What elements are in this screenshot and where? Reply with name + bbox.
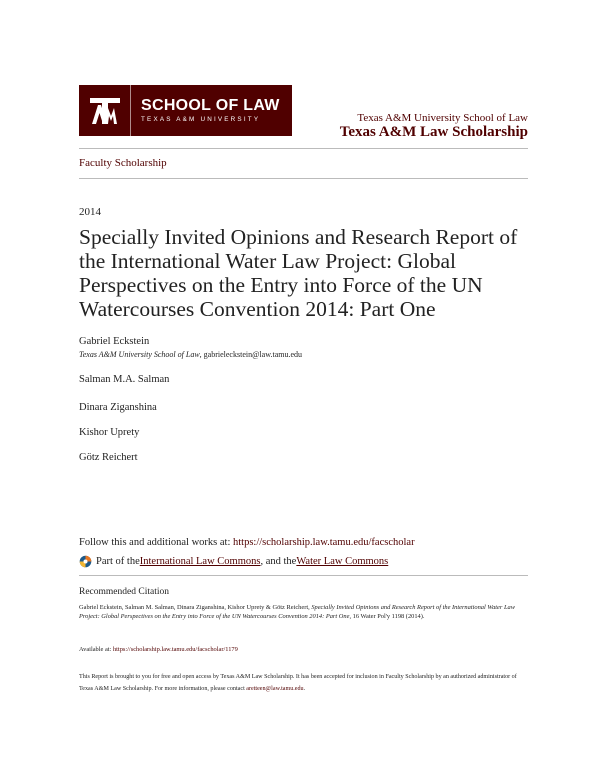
international-law-commons-link[interactable]: International Law Commons	[139, 556, 261, 567]
access-notice	[79, 671, 529, 695]
notice-text: This Report is brought to you for free and open access by Texas A&M Law Scholarship. It has been accepted for inclusion in Faculty Scholarship by an authorized administrator of Texas A&M Law Scholarship. For more information, please contact	[79, 674, 517, 692]
network-icon	[79, 555, 92, 568]
water-law-commons-link[interactable]: Water Law Commons	[296, 556, 389, 567]
part-of-line	[79, 555, 388, 568]
institution-block	[340, 112, 528, 141]
atm-logo-icon	[79, 85, 131, 136]
author-name: Salman M.A. Salman	[79, 374, 170, 385]
logo-subtitle: TEXAS A&M UNIVERSITY	[141, 115, 261, 123]
follow-text: Follow this and additional works at:	[79, 537, 233, 548]
contact-email-link[interactable]: aretteen@law.tamu.edu	[246, 686, 304, 692]
collection-link[interactable]: Faculty Scholarship	[79, 157, 167, 169]
logo-title: SCHOOL OF LAW	[141, 96, 280, 114]
citation-title: Specially Invited Opinions and Research Report of the International Water Law Project: Global Perspectives on the Entry into Force of the UN Watercourses Convention 2014: Part One	[79, 604, 515, 620]
citation-url-link[interactable]: https://scholarship.law.tamu.edu/facscholar/1179	[112, 646, 238, 653]
available-line	[79, 646, 238, 653]
author-email: , gabrieleckstein@law.tamu.edu	[199, 350, 303, 359]
author-name: Gabriel Eckstein	[79, 336, 150, 347]
recommended-citation-heading: Recommended Citation	[79, 587, 169, 597]
author-affiliation	[79, 350, 302, 359]
facscholar-link[interactable]: https://scholarship.law.tamu.edu/facscholar	[233, 537, 415, 548]
author-name: Kishor Uprety	[79, 427, 140, 438]
author-name: Dinara Ziganshina	[79, 402, 157, 413]
divider	[79, 178, 528, 179]
repository-name[interactable]: Texas A&M Law Scholarship	[339, 124, 528, 140]
school-of-law-logo[interactable]	[79, 85, 292, 136]
document-title: Specially Invited Opinions and Research Report of the International Water Law Project: Global Perspectives on the Entry into Force of the UN Watercourses Convention 2014: Part One	[79, 225, 518, 321]
publication-year: 2014	[79, 206, 101, 218]
citation-authors: Gabriel Eckstein, Salman M. Salman, Dinara Ziganshina, Kishor Uprety & Götz Reichert,	[79, 604, 312, 611]
citation-text	[79, 603, 529, 621]
institution-name[interactable]: Texas A&M University School of Law	[357, 112, 528, 124]
follow-line	[79, 537, 415, 548]
part-of-middle: , and the	[260, 556, 297, 567]
divider	[79, 575, 528, 576]
notice-end: .	[303, 686, 306, 692]
divider	[79, 148, 528, 149]
available-label: Available at:	[79, 646, 113, 653]
affiliation-name: Texas A&M University School of Law	[79, 350, 200, 359]
author-name: Götz Reichert	[79, 452, 138, 463]
citation-suffix: , 16 Water Pol'y 1198 (2014).	[349, 613, 425, 620]
part-of-prefix: Part of the	[96, 556, 140, 567]
